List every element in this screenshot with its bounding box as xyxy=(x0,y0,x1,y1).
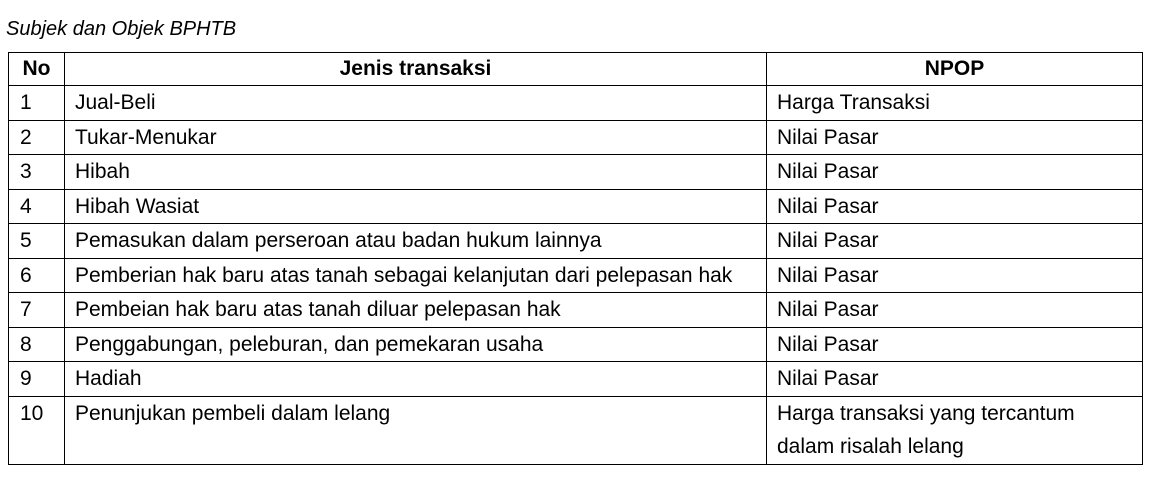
cell-npop: Nilai Pasar xyxy=(767,120,1143,155)
bphtb-table xyxy=(8,52,1143,465)
table-row xyxy=(9,120,1143,155)
table-row xyxy=(9,155,1143,190)
cell-jenis-transaksi: Penggabungan, peleburan, dan pemekaran usaha xyxy=(65,327,767,362)
cell-no: 3 xyxy=(9,155,65,190)
table-row xyxy=(9,86,1143,121)
cell-no: 8 xyxy=(9,327,65,362)
cell-no: 7 xyxy=(9,293,65,328)
cell-npop: Nilai Pasar xyxy=(767,293,1143,328)
table-row xyxy=(9,224,1143,259)
table-row xyxy=(9,293,1143,328)
cell-npop: Nilai Pasar xyxy=(767,327,1143,362)
table-row xyxy=(9,396,1143,464)
cell-npop: Harga transaksi yang tercantum dalam risalah lelang xyxy=(767,396,1143,464)
cell-jenis-transaksi: Penunjukan pembeli dalam lelang xyxy=(65,396,767,464)
cell-jenis-transaksi: Hibah Wasiat xyxy=(65,189,767,224)
cell-npop: Nilai Pasar xyxy=(767,362,1143,397)
header-no: No xyxy=(9,53,65,86)
table-row xyxy=(9,189,1143,224)
cell-no: 10 xyxy=(9,396,65,464)
cell-npop: Nilai Pasar xyxy=(767,155,1143,190)
cell-jenis-transaksi: Pembeian hak baru atas tanah diluar pelepasan hak xyxy=(65,293,767,328)
cell-jenis-transaksi: Pemberian hak baru atas tanah sebagai kelanjutan dari pelepasan hak xyxy=(65,258,767,293)
cell-no: 4 xyxy=(9,189,65,224)
table-row xyxy=(9,327,1143,362)
cell-jenis-transaksi: Hibah xyxy=(65,155,767,190)
header-npop: NPOP xyxy=(767,53,1143,86)
cell-npop: Nilai Pasar xyxy=(767,224,1143,259)
header-jenis-transaksi: Jenis transaksi xyxy=(65,53,767,86)
table-caption: Subjek dan Objek BPHTB xyxy=(6,18,237,40)
cell-jenis-transaksi: Hadiah xyxy=(65,362,767,397)
table-header-row xyxy=(9,53,1143,86)
cell-jenis-transaksi: Jual-Beli xyxy=(65,86,767,121)
cell-no: 5 xyxy=(9,224,65,259)
cell-npop: Nilai Pasar xyxy=(767,189,1143,224)
cell-no: 6 xyxy=(9,258,65,293)
table-row xyxy=(9,362,1143,397)
cell-npop: Nilai Pasar xyxy=(767,258,1143,293)
table-row xyxy=(9,258,1143,293)
cell-no: 1 xyxy=(9,86,65,121)
cell-no: 9 xyxy=(9,362,65,397)
cell-no: 2 xyxy=(9,120,65,155)
cell-jenis-transaksi: Tukar-Menukar xyxy=(65,120,767,155)
cell-jenis-transaksi: Pemasukan dalam perseroan atau badan hukum lainnya xyxy=(65,224,767,259)
cell-npop: Harga Transaksi xyxy=(767,86,1143,121)
